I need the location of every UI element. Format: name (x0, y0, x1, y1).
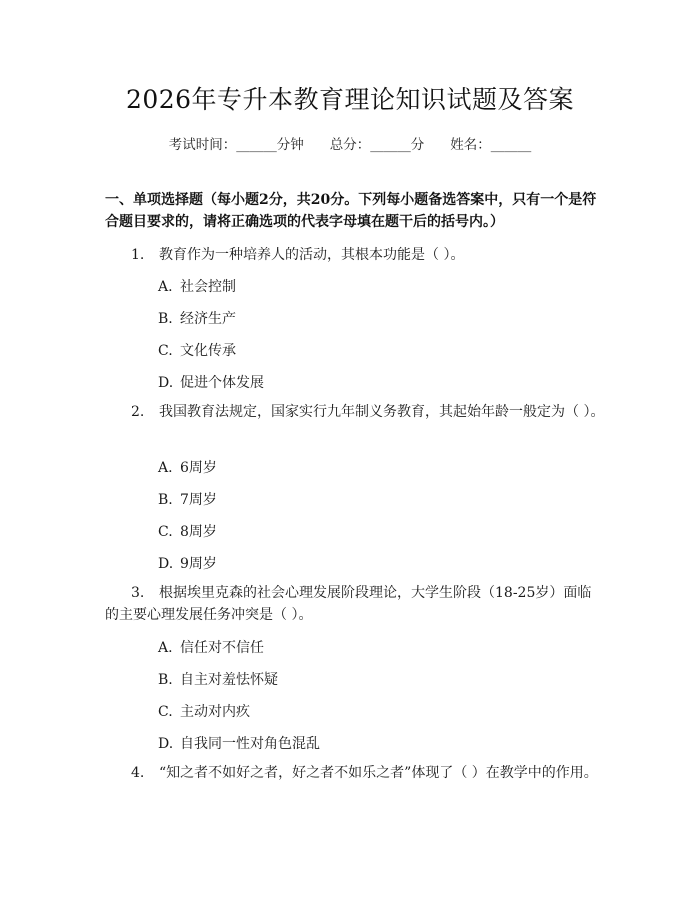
option-letter: C. (158, 524, 173, 540)
total-score-label: 总分： (329, 137, 371, 153)
option-letter: B. (158, 672, 173, 688)
student-name-blank: ______ (490, 137, 532, 153)
q1-option-b (158, 308, 236, 328)
q1-option-c (158, 340, 236, 360)
q3-option-a (158, 637, 264, 657)
option-letter: C. (158, 343, 173, 359)
question-1 (131, 244, 464, 264)
question-4 (105, 762, 605, 784)
q3-option-d (158, 733, 320, 753)
q2-option-b (158, 489, 217, 509)
option-text: 促进个体发展 (180, 375, 264, 391)
option-text: 自主对羞怯怀疑 (180, 672, 278, 688)
option-text: 6周岁 (180, 460, 217, 476)
question-2 (105, 401, 605, 423)
option-text: 9周岁 (180, 556, 217, 572)
q2-option-d (158, 553, 217, 573)
total-score-unit: 分 (410, 137, 425, 153)
total-score-blank: ______ (370, 137, 411, 153)
question-text: 教育作为一种培养人的活动，其根本功能是（ ）。 (159, 247, 465, 263)
option-letter: A. (158, 460, 173, 476)
question-text: 根据埃里克森的社会心理发展阶段理论，大学生阶段（18-25岁）面临的主要心理发展任务冲突是（ ）。 (105, 585, 592, 623)
option-letter: D. (158, 736, 174, 752)
option-letter: B. (158, 492, 173, 508)
option-letter: A. (158, 640, 173, 656)
page-title: 2026年专升本教育理论知识试题及答案 (125, 85, 575, 114)
q2-option-a (158, 457, 217, 477)
question-number: 3. (131, 585, 145, 601)
q2-option-c (158, 521, 217, 541)
option-text: 信任对不信任 (180, 640, 264, 656)
option-text: 经济生产 (180, 311, 236, 327)
question-number: 1. (131, 247, 145, 263)
exam-time-unit: 分钟 (276, 137, 304, 153)
question-text: “知之者不如好之者，好之者不如乐之者”体现了（ ）在教学中的作用。 (159, 765, 598, 781)
question-text: 我国教育法规定，国家实行九年制义务教育，其起始年龄一般定为（ ）。 (159, 404, 605, 420)
question-number: 2. (131, 404, 145, 420)
option-text: 8周岁 (180, 524, 217, 540)
option-text: 主动对内疚 (180, 704, 250, 720)
option-letter: B. (158, 311, 173, 327)
option-text: 社会控制 (180, 279, 236, 295)
exam-time-label: 考试时间： (168, 137, 237, 153)
section-heading: 一、单项选择题（每小题2分，共20分。下列每小题备选答案中，只有一个是符合题目要求的，请将正确选项的代表字母填在题干后的括号内。） (105, 192, 597, 230)
student-name-label: 姓名： (450, 137, 491, 153)
option-letter: D. (158, 375, 174, 391)
option-letter: A. (158, 279, 173, 295)
question-number: 4. (131, 765, 145, 781)
exam-time-blank: ______ (236, 137, 277, 153)
option-letter: C. (158, 704, 173, 720)
option-text: 文化传承 (180, 343, 236, 359)
question-3 (105, 582, 605, 626)
option-text: 7周岁 (180, 492, 217, 508)
option-text: 自我同一性对角色混乱 (180, 736, 320, 752)
q3-option-b (158, 669, 278, 689)
q1-option-d (158, 372, 264, 392)
q1-option-a (158, 276, 236, 296)
option-letter: D. (158, 556, 174, 572)
q3-option-c (158, 701, 250, 721)
exam-info-line (0, 133, 700, 153)
